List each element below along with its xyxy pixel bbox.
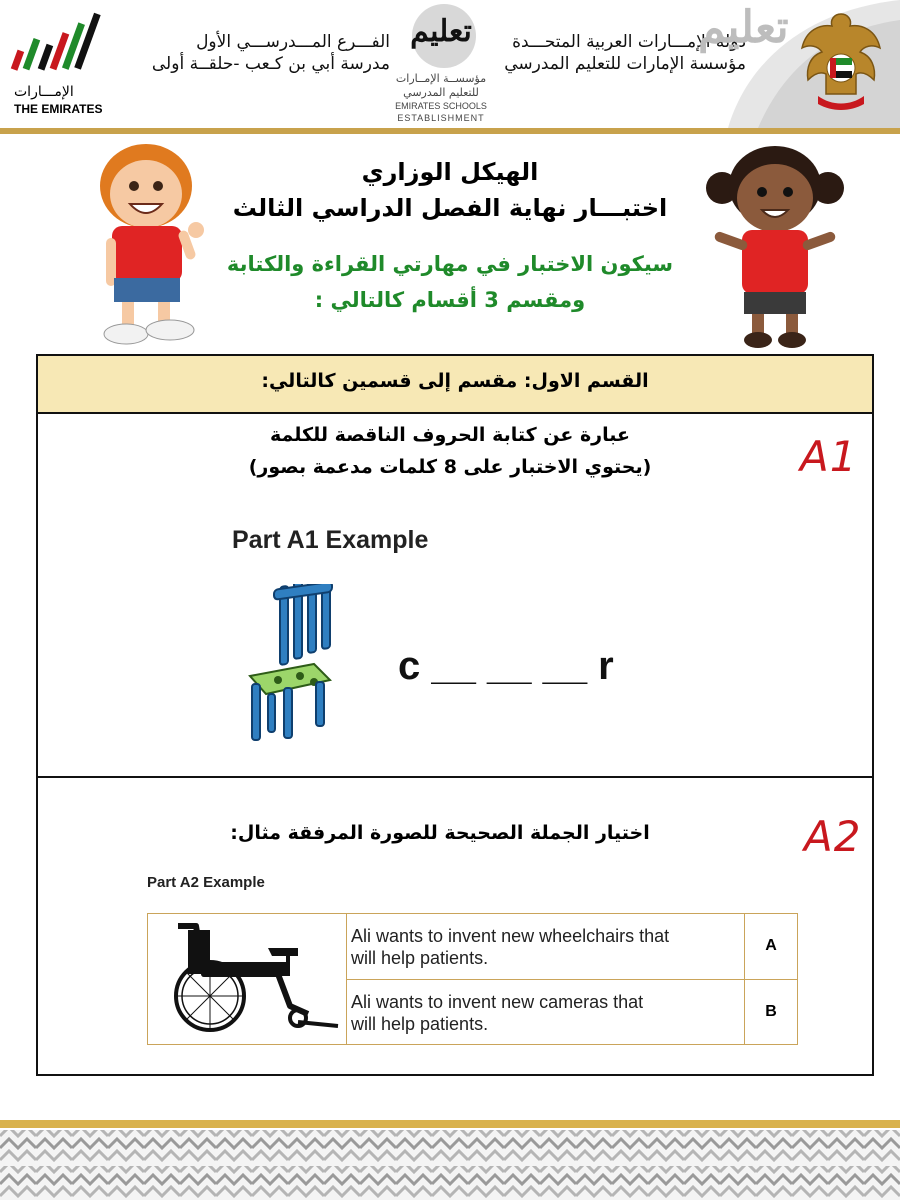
a2-option-a-line-2: will help patients.: [351, 948, 489, 969]
falcon-emblem-icon: [796, 8, 886, 112]
girl-illustration: [700, 142, 850, 352]
a2-label: A2: [804, 812, 862, 861]
title-line-2: اختبـــار نهاية الفصل الدراسي الثالث: [232, 194, 668, 222]
a1-desc-line-2: (يحتوي الاختبار على 8 كلمات مدعمة بصور): [248, 456, 652, 478]
section-header-text: القسم الاول: مقسم إلى قسمين كالتالي:: [261, 370, 649, 392]
state-line-1: دولة الإمـــارات العربية المتحـــدة: [512, 32, 746, 52]
state-line-2: مؤسسة الإمارات للتعليم المدرسي: [504, 54, 746, 74]
uae-emblem: [796, 8, 886, 112]
a2-option-b-text: [347, 979, 745, 1045]
a2-desc: اختيار الجملة الصحيحة للصورة المرفقة مثال:: [230, 822, 650, 844]
chair-icon: [244, 584, 334, 744]
a2-example-title: Part A2 Example: [147, 874, 265, 891]
title-line-1: الهيكل الوزاري: [361, 158, 539, 186]
row-divider: [38, 776, 872, 778]
a2-option-a-text: [347, 914, 745, 980]
chair-illustration: [244, 584, 334, 744]
a2-option-b-line-1: Ali wants to invent new cameras that: [351, 991, 644, 1012]
green-line-1: سيكون الاختبار في مهارتي القراءة والكتابة: [226, 252, 674, 276]
boy-cartoon-icon: [96, 142, 206, 352]
branch-line-2: مدرسة أبي بن كـعب -حلقــة أولى: [151, 54, 390, 74]
emirates-logo-ar: الإمـــارات: [14, 84, 74, 100]
wheelchair-icon: [148, 914, 346, 1040]
emirates-logo-en: THE EMIRATES: [14, 102, 103, 116]
a2-option-b-line-2: will help patients.: [351, 1013, 489, 1034]
boy-illustration: [96, 142, 206, 352]
a2-option-b-letter: B: [745, 979, 798, 1045]
section-header: [38, 356, 872, 414]
green-line-2: ومقسم 3 أقسام كالتالي :: [314, 288, 586, 312]
branch-line-1: الفـــرع المـــدرســـي الأول: [196, 32, 390, 52]
a2-option-row-a: [148, 914, 798, 980]
ese-logo-ar1: مؤسســة الإمــارات: [395, 72, 487, 85]
a1-desc-line-1: عبارة عن كتابة الحروف الناقصة للكلمة: [270, 424, 630, 446]
a1-example-title: Part A1 Example: [232, 526, 429, 554]
a1-label: A1: [800, 432, 858, 481]
girl-cartoon-icon: [700, 142, 850, 352]
a2-option-a-line-1: Ali wants to invent new wheelchairs that: [351, 926, 670, 947]
ese-logo-en1: EMIRATES SCHOOLS: [395, 101, 487, 111]
a2-option-a-letter: A: [745, 914, 798, 980]
emirates-logo: [8, 8, 108, 118]
footer-chevron-pattern-icon: [0, 1130, 900, 1200]
footer-divider: [0, 1120, 900, 1128]
watermark-word: تعليم: [698, 2, 789, 53]
a2-example-table: [147, 913, 798, 1045]
ese-logo-en2: ESTABLISHMENT: [397, 113, 485, 123]
ese-logo-word: تعليم: [410, 14, 472, 49]
header-divider: [0, 128, 900, 134]
ese-logo-ar2: للتعليم المدرسي: [403, 86, 479, 99]
footer-pattern: [0, 1130, 900, 1200]
emirates-bars-icon: [8, 8, 108, 78]
wheelchair-cell: [148, 914, 347, 1045]
a1-word-pattern: c __ __ __ r: [398, 644, 614, 688]
